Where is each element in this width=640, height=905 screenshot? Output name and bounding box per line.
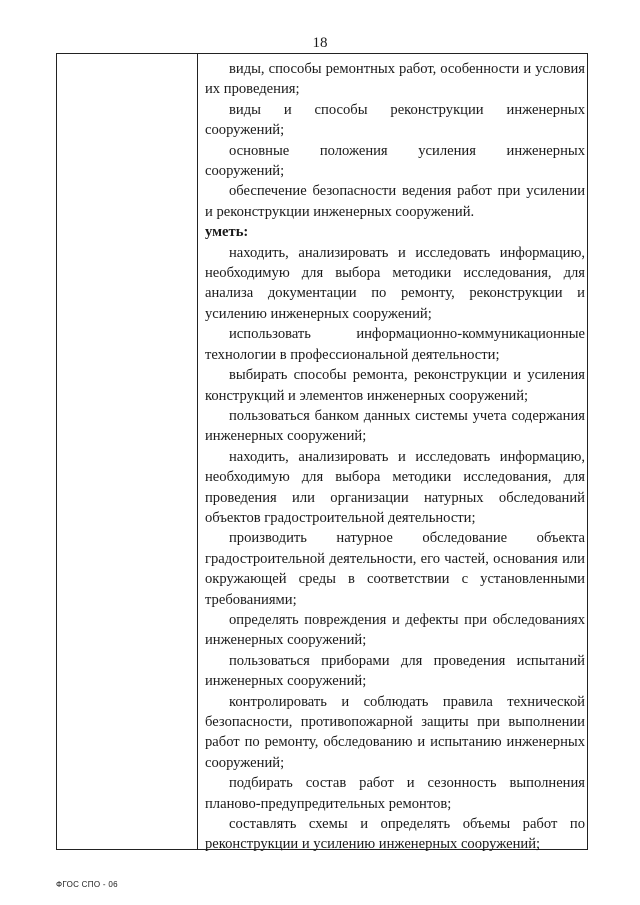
text-paragraph: основные положения усиления инженерных сооружений; bbox=[205, 142, 585, 180]
table-content-cell bbox=[205, 59, 585, 855]
text-paragraph: находить, анализировать и исследовать информацию, необходимую для выбора методики исследования, для проведения или организации натурных обследований объектов градостроительной деятельности; bbox=[205, 448, 585, 526]
text-paragraph: виды и способы реконструкции инженерных сооружений; bbox=[205, 101, 585, 139]
content-table bbox=[56, 53, 588, 853]
text-paragraph: пользоваться приборами для проведения испытаний инженерных сооружений; bbox=[205, 652, 585, 690]
text-paragraph: выбирать способы ремонта, реконструкции и усиления конструкций и элементов инженерных сооружений; bbox=[205, 367, 585, 404]
footer-label: ФГОС СПО - 06 bbox=[56, 880, 118, 889]
text-paragraph: пользоваться банком данных системы учета содержания инженерных сооружений; bbox=[205, 407, 585, 445]
text-paragraph: производить натурное обследование объекта градостроительной деятельности, его частей, основания или окружающей среды в соответствии с установленными требованиями; bbox=[205, 530, 585, 608]
text-paragraph: определять повреждения и дефекты при обследованиях инженерных сооружений; bbox=[205, 611, 585, 649]
text-paragraph: обеспечение безопасности ведения работ при усилении и реконструкции инженерных сооружений. bbox=[205, 183, 585, 220]
text-paragraph: находить, анализировать и исследовать информацию, необходимую для выбора методики исследования, для анализа документации по ремонту, реконструкции и усилению инженерных сооружений; bbox=[205, 244, 585, 322]
text-paragraph: виды, способы ремонтных работ, особенности и условия их проведения; bbox=[205, 61, 585, 98]
text-paragraph: составлять схемы и определять объемы работ по реконструкции и усилению инженерных сооружений; bbox=[205, 816, 585, 853]
page-number: 18 bbox=[312, 35, 328, 51]
text-paragraph: контролировать и соблюдать правила технической безопасности, противопожарной защиты при выполнении работ по ремонту, обследованию и испытанию инженерных сооружений; bbox=[205, 693, 585, 771]
text-paragraph: использовать информационно-коммуникационные технологии в профессиональной деятельности; bbox=[205, 326, 585, 363]
column-divider bbox=[197, 54, 198, 849]
skills-heading: уметь: bbox=[205, 224, 249, 241]
text-paragraph: подбирать состав работ и сезонность выполнения планово-предупредительных ремонтов; bbox=[205, 775, 585, 812]
